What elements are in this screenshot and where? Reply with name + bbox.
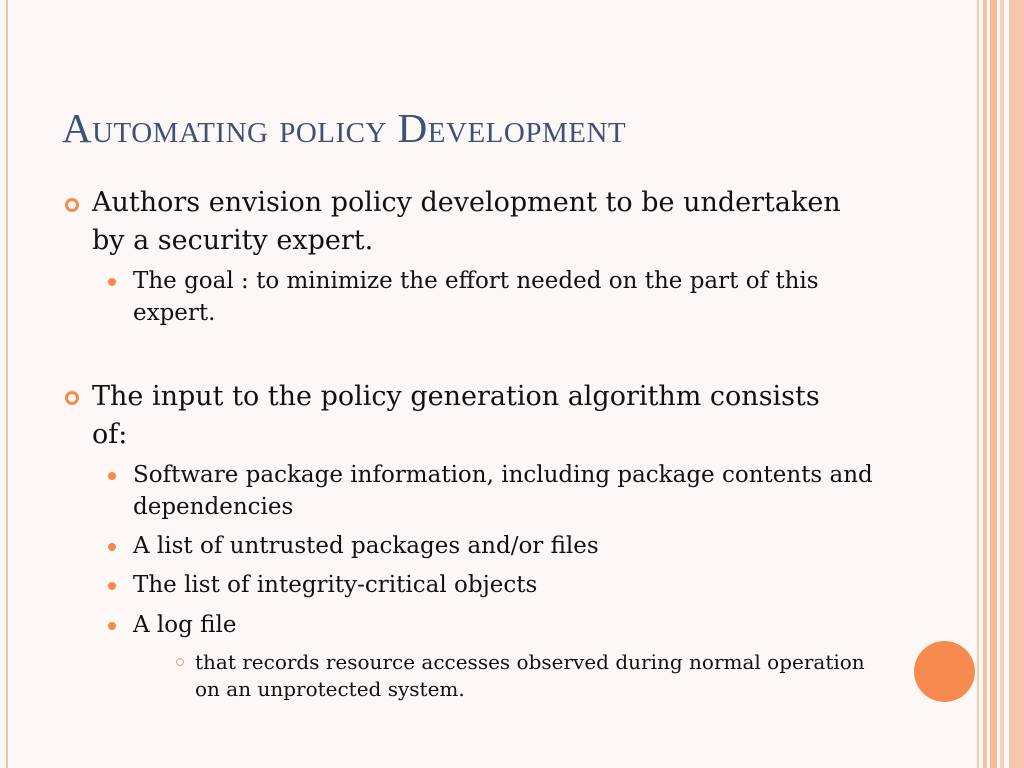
bullet-ring-icon: [65, 391, 79, 405]
bullet-dot-icon: [108, 472, 116, 480]
left-border-line: [6, 0, 8, 768]
bullet-text: Authors envision policy development to be undertaken by a security expert.: [92, 187, 841, 256]
sub-bullet-text: Software package information, including package contents and dependencies: [133, 462, 873, 520]
bullet-dot-icon: [108, 582, 116, 590]
bullet-dot-icon: [108, 543, 116, 551]
sub-bullet-text: A log file: [133, 612, 237, 638]
sub-bullet-text: The goal : to minimize the effort needed on the part of this expert.: [133, 268, 819, 326]
bullet-dot-icon: [108, 622, 116, 630]
bullet-dot-icon: [108, 278, 116, 286]
bullet-text: The input to the policy generation algorithm consists of:: [92, 381, 820, 450]
decor-circle: [914, 641, 975, 702]
sub-sub-bullet-text: that records resource accesses observed during normal operation on an unprotected system.: [195, 650, 865, 701]
sub-sub-bullet-ring-icon: [176, 658, 184, 666]
sub-bullet-text: The list of integrity-critical objects: [133, 572, 538, 598]
slide-title: Automating policy Development: [62, 105, 627, 151]
sub-bullet-text: A list of untrusted packages and/or files: [133, 533, 599, 559]
bullet-ring-icon: [65, 198, 79, 212]
